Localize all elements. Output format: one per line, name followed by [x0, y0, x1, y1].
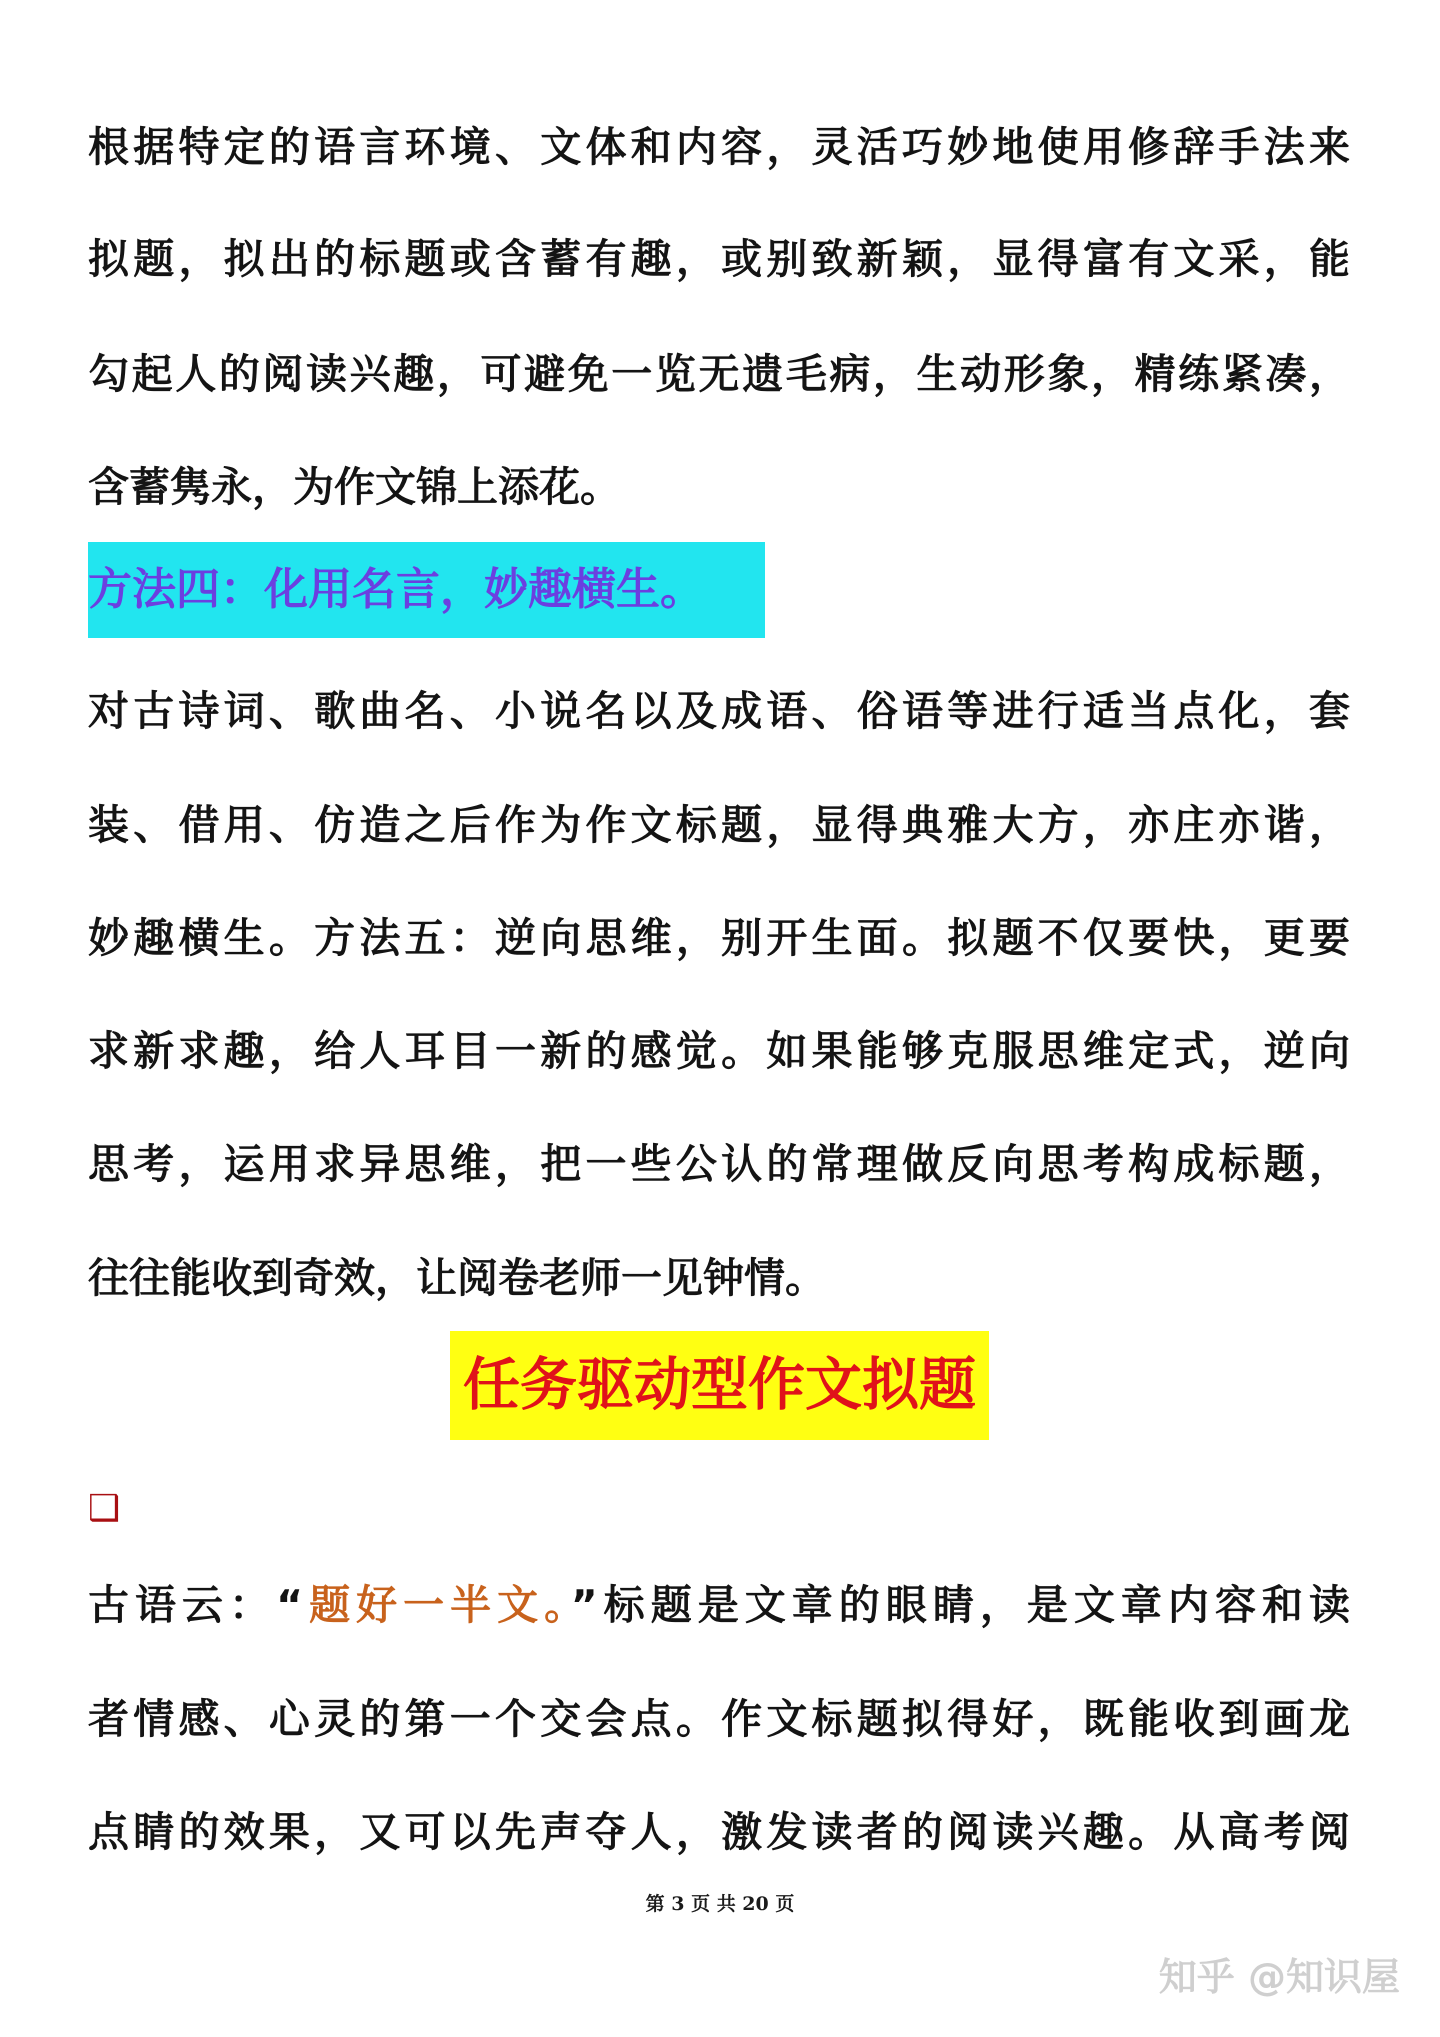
section-title-highlight — [450, 1331, 989, 1440]
paragraph-line: 装、借用、仿造之后作为作文标题，显得典雅大方，亦庄亦谐， — [88, 801, 1350, 849]
page-number-footer: 第 3 页 共 20 页 — [645, 1893, 795, 1915]
paragraph-line: 妙趣横生。方法五：逆向思维，别开生面。拟题不仅要快，更要 — [88, 914, 1350, 962]
section-title: 任务驱动型作文拟题 — [463, 1352, 976, 1418]
paragraph-line: 含蓄隽永，为作文锦上添花。 — [88, 463, 621, 511]
paragraph-line: 思考，运用求异思维，把一些公认的常理做反向思考构成标题， — [88, 1140, 1350, 1188]
paragraph-line: 勾起人的阅读兴趣，可避免一览无遗毛病，生动形象，精练紧凑， — [88, 350, 1350, 398]
paragraph-line: 往往能收到奇效，让阅卷老师一见钟情。 — [88, 1254, 826, 1302]
paragraph-line: 根据特定的语言环境、文体和内容，灵活巧妙地使用修辞手法来 — [88, 123, 1350, 171]
paragraph-line: 点睛的效果，又可以先声夺人，激发读者的阅读兴趣。从高考阅 — [88, 1808, 1350, 1856]
method-four-heading-highlight — [88, 542, 765, 638]
paragraph-line — [88, 1575, 1350, 1635]
quote-lead-text: 古语云：“ — [88, 1581, 304, 1629]
paragraph-line: 拟题，拟出的标题或含蓄有趣，或别致新颖，显得富有文采，能 — [88, 235, 1350, 283]
paragraph-line: 对古诗词、歌曲名、小说名以及成语、俗语等进行适当点化，套 — [88, 687, 1350, 735]
highlighted-quote: 题好一半文。 — [303, 1581, 571, 1629]
zhihu-watermark: 知乎 @知识屋 — [1158, 1955, 1400, 1999]
paragraph-line: 者情感、心灵的第一个交会点。作文标题拟得好，既能收到画龙 — [88, 1695, 1350, 1743]
paragraph-line: 求新求趣，给人耳目一新的感觉。如果能够克服思维定式，逆向 — [88, 1027, 1350, 1075]
method-four-heading: 方法四：化用名言，妙趣横生。 — [88, 564, 704, 615]
quote-trailing-text: ”标题是文章的眼睛，是文章内容和读 — [570, 1581, 1350, 1629]
checkbox-bullet-icon: ❑ — [88, 1488, 121, 1529]
